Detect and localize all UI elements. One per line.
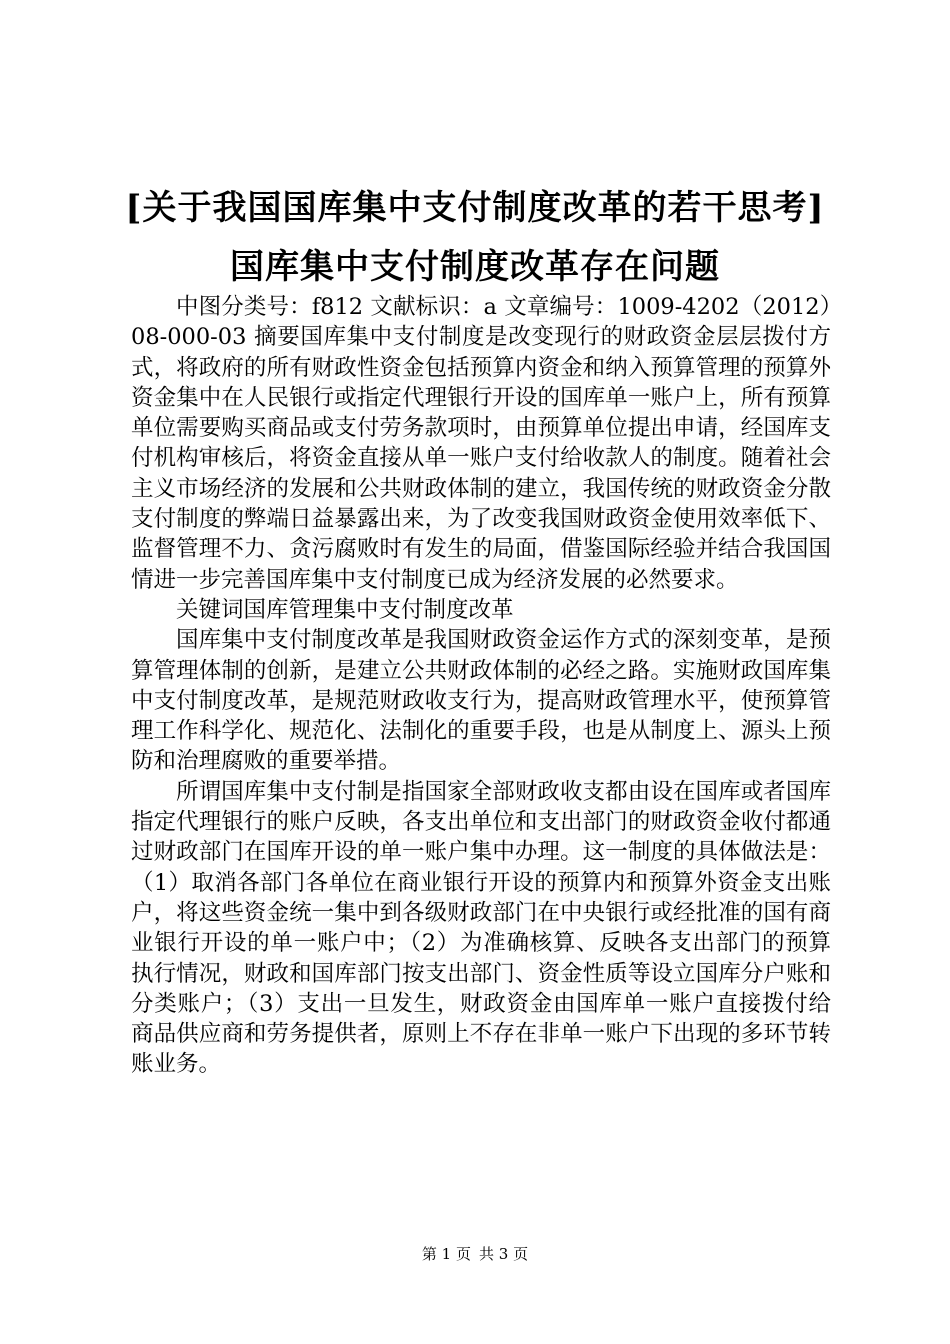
page-total: 共 3 页 (479, 1245, 529, 1263)
page-number: 第 1 页 (421, 1245, 471, 1263)
paragraph-abstract: 中图分类号：f812 文献标识：a 文章编号：1009-4202（2012）08-000-03 摘要国库集中支付制度是改变现行的财政资金层层拨付方式，将政府的所有财政性资金包括预算内资金和纳入预算管理的预算外资金集中在人民银行或指定代理银行开设的国库单一账户上，所有预算单位需要购买商品或支付劳务款项时，由预算单位提出申请，经国库支付机构审核后，将资金直接从单一账户支付给收款人的制度。随着社会主义市场经济的发展和公共财政体制的建立，我国传统的财政资金分散支付制度的弊端日益暴露出来，为了改变我国财政资金使用效率低下、监督管理不力、贪污腐败时有发生的局面，借鉴国际经验并结合我国国情进一步完善国库集中支付制度已成为经济发展的必然要求。 (131, 294, 831, 593)
document-title-line-1: [关于我国国库集中支付制度改革的若干思考] (125, 188, 825, 228)
page-footer (0, 1244, 950, 1264)
paragraph-keywords: 关键词国库管理集中支付制度改革 (176, 596, 514, 623)
paragraph-definition: 所谓国库集中支付制是指国家全部财政收支都由设在国库或者国库指定代理银行的账户反映，各支出单位和支出部门的财政资金收付都通过财政部门在国库开设的单一账户集中办理。这一制度的具体做法是：（1）取消各部门各单位在商业银行开设的预算内和预算外资金支出账户，将这些资金统一集中到各级财政部门在中央银行或经批准的国有商业银行开设的单一账户中；（2）为准确核算、反映各支出部门的预算执行情况，财政和国库部门按支出部门、资金性质等设立国库分户账和分类账户；（3）支出一旦发生，财政资金由国库单一账户直接拨付给商品供应商和劳务提供者，原则上不存在非单一账户下出现的多环节转账业务。 (131, 778, 831, 1078)
document-body (131, 292, 831, 1080)
document-title-line-2: 国库集中支付制度改革存在问题 (230, 247, 720, 287)
paragraph-intro: 国库集中支付制度改革是我国财政资金运作方式的深刻变革，是预算管理体制的创新，是建立公共财政体制的必经之路。实施财政国库集中支付制度改革，是规范财政收支行为，提高财政管理水平，使预算管理工作科学化、规范化、法制化的重要手段，也是从制度上、源头上预防和治理腐败的重要举措。 (131, 627, 831, 775)
